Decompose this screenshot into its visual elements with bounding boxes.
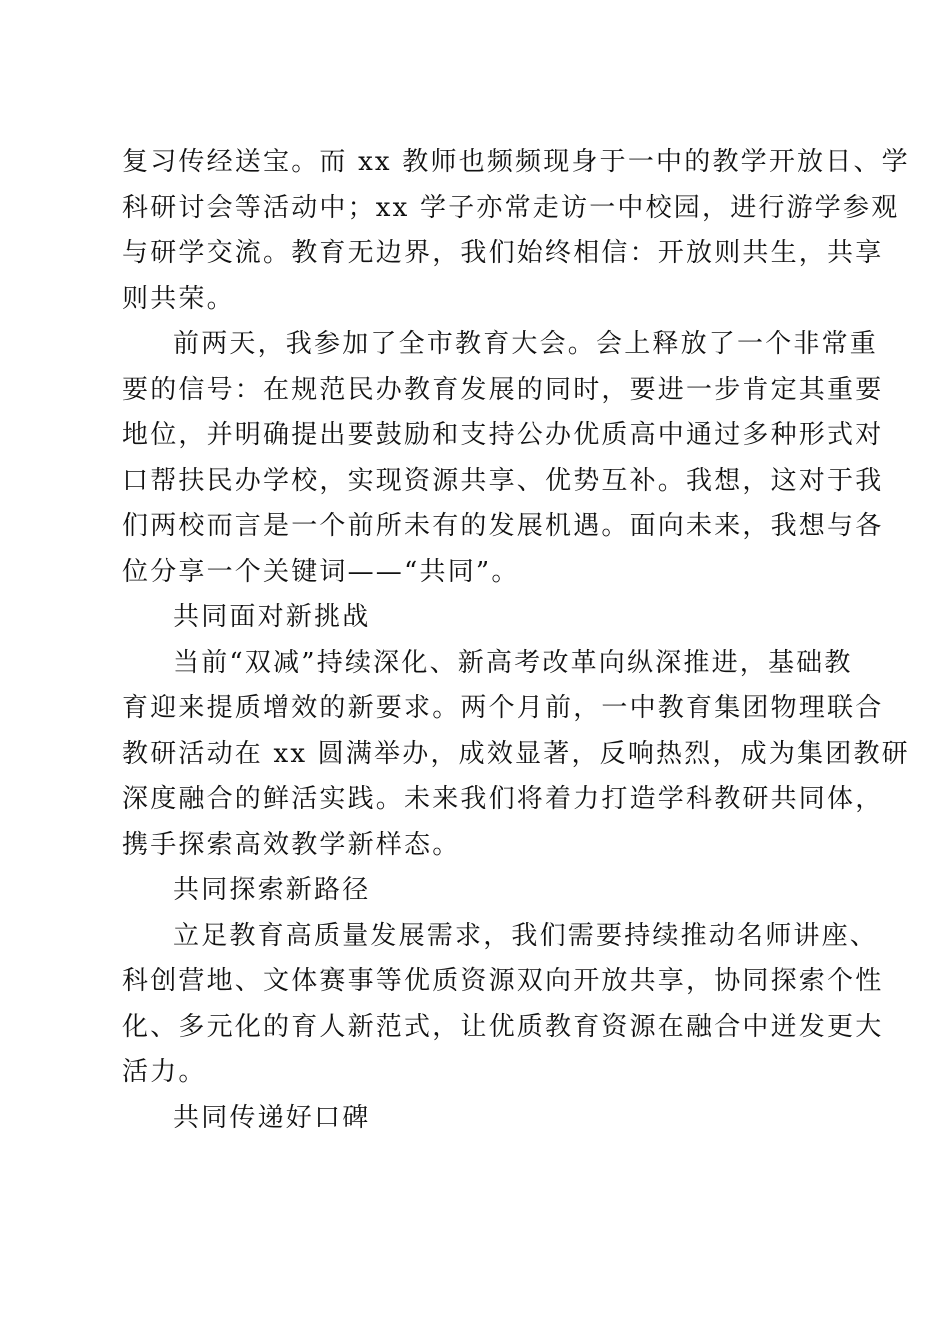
text-line: 们两校而言是一个前所未有的发展机遇。面向未来，我想与各 — [122, 511, 884, 541]
text-line: 前两天，我参加了全市教育大会。会上释放了一个非常重 — [173, 329, 879, 359]
text-line: 复习传经送宝。而 xx 教师也频频现身于一中的教学开放日、学 — [122, 147, 910, 177]
paragraph-3 — [122, 641, 910, 869]
text-line: 当前“双减”持续深化、新高考改革向纵深推进，基础教 — [173, 647, 853, 678]
text-line: 科创营地、文体赛事等优质资源双向开放共享，协同探索个性 — [122, 966, 884, 996]
text-line: 活力。 — [122, 1057, 207, 1087]
text-line: 化、多元化的育人新范式，让优质教育资源在融合中迸发更大 — [122, 1011, 884, 1042]
heading-text: 共同探索新路径 — [173, 875, 371, 905]
text-line: 育迎来提质增效的新要求。两个月前，一中教育集团物理联合 — [122, 693, 884, 723]
text-line: 要的信号：在规范民办教育发展的同时，要进一步肯定其重要 — [122, 374, 884, 405]
paragraph-4 — [122, 914, 884, 1096]
text-line: 教研活动在 xx 圆满举办，成效显著，反响热烈，成为集团教研 — [122, 738, 910, 769]
paragraph-1 — [122, 140, 910, 322]
heading-text: 共同面对新挑战 — [173, 602, 371, 632]
text-line: 则共荣。 — [122, 283, 235, 314]
paragraph-2 — [122, 322, 884, 595]
section-heading-challenge — [122, 595, 832, 641]
text-line: 地位，并明确提出要鼓励和支持公办优质高中通过多种形式对 — [122, 420, 884, 450]
text-line: 携手探索高效教学新样态。 — [122, 829, 461, 860]
section-heading-reputation — [122, 1096, 832, 1142]
section-heading-path — [122, 868, 832, 914]
text-line: 深度融合的鲜活实践。未来我们将着力打造学科教研共同体， — [122, 784, 884, 814]
text-line: 立足教育高质量发展需求，我们需要持续推动名师讲座、 — [173, 920, 879, 951]
document-body — [122, 140, 910, 1141]
text-line: 科研讨会等活动中；xx 学子亦常走访一中校园，进行游学参观 — [122, 192, 900, 223]
text-line: 口帮扶民办学校，实现资源共享、优势互补。我想，这对于我 — [122, 465, 884, 496]
text-line: 与研学交流。教育无边界，我们始终相信：开放则共生，共享 — [122, 238, 884, 268]
text-line: 位分享一个关键词——“共同”。 — [122, 556, 520, 587]
heading-text: 共同传递好口碑 — [173, 1102, 371, 1133]
